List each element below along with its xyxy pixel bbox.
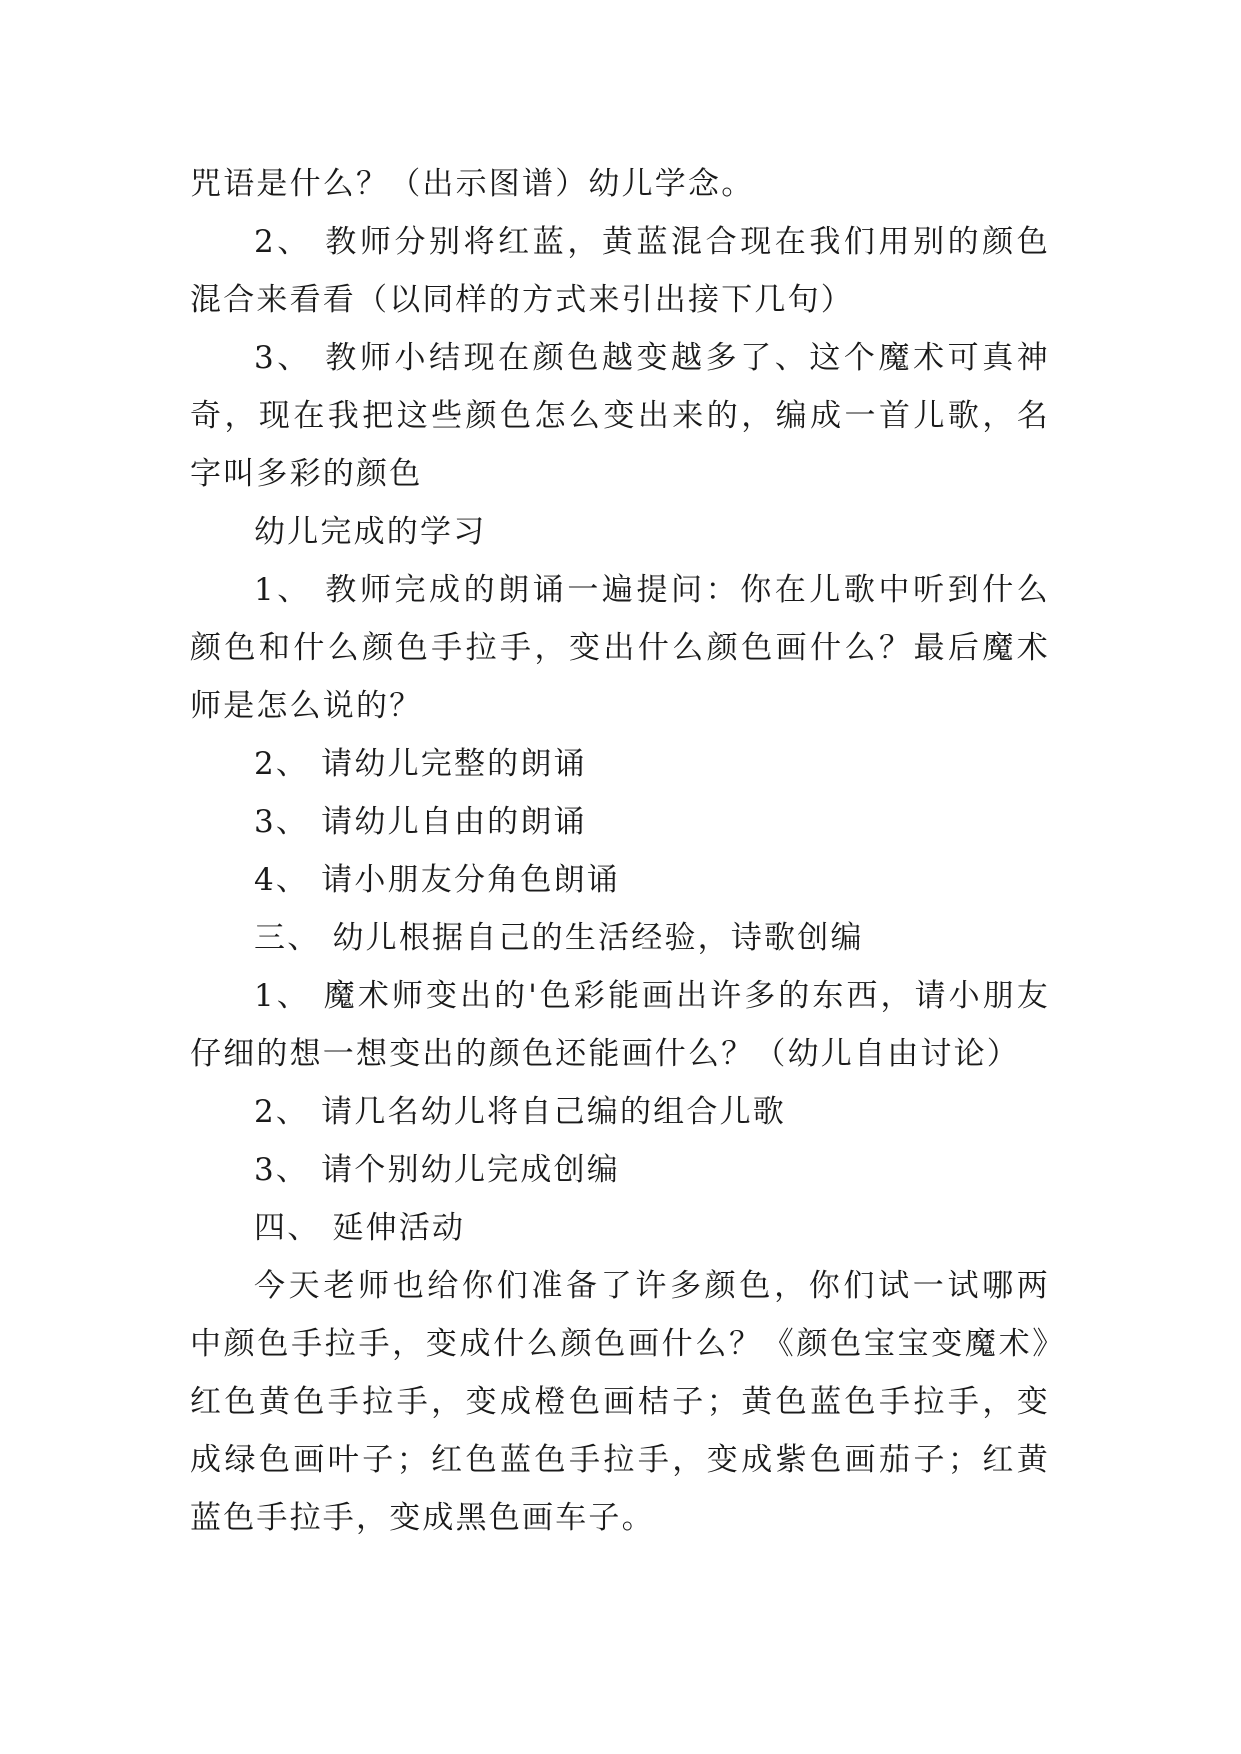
paragraph: 2、 请几名幼儿将自己编的组合儿歌 <box>254 1094 786 1130</box>
paragraph: 2、 教师分别将红蓝，黄蓝混合现在我们用别的颜色混合来看看（以同样的方式来引出接下几句） <box>190 224 1050 318</box>
paragraph: 咒语是什么？（出示图谱）幼儿学念。 <box>190 166 755 202</box>
paragraph: 2、 请幼儿完整的朗诵 <box>254 746 587 782</box>
paragraph: 1、 教师完成的朗诵一遍提问：你在儿歌中听到什么颜色和什么颜色手拉手，变出什么颜色画什么？最后魔术师是怎么说的？ <box>190 572 1050 724</box>
paragraph: 1、 魔术师变出的'色彩能画出许多的东西，请小朋友仔细的想一想变出的颜色还能画什么？（幼儿自由讨论） <box>190 978 1050 1072</box>
paragraph: 今天老师也给你们准备了许多颜色，你们试一试哪两中颜色手拉手，变成什么颜色画什么？《颜色宝宝变魔术》红色黄色手拉手，变成橙色画桔子；黄色蓝色手拉手，变成绿色画叶子；红色蓝色手拉手，变成紫色画茄子；红黄蓝色手拉手，变成黑色画车子。 <box>190 1268 1050 1536</box>
section-heading: 三、 幼儿根据自己的生活经验，诗歌创编 <box>254 920 864 956</box>
paragraph: 3、 教师小结现在颜色越变越多了、这个魔术可真神奇，现在我把这些颜色怎么变出来的，编成一首儿歌，名字叫多彩的颜色 <box>190 340 1050 492</box>
paragraph: 3、 请个别幼儿完成创编 <box>254 1152 620 1188</box>
paragraph: 3、 请幼儿自由的朗诵 <box>254 804 587 840</box>
document-body <box>190 155 1050 1547</box>
section-heading: 幼儿完成的学习 <box>254 514 487 550</box>
paragraph: 4、 请小朋友分角色朗诵 <box>254 862 620 898</box>
section-heading: 四、 延伸活动 <box>254 1210 466 1246</box>
